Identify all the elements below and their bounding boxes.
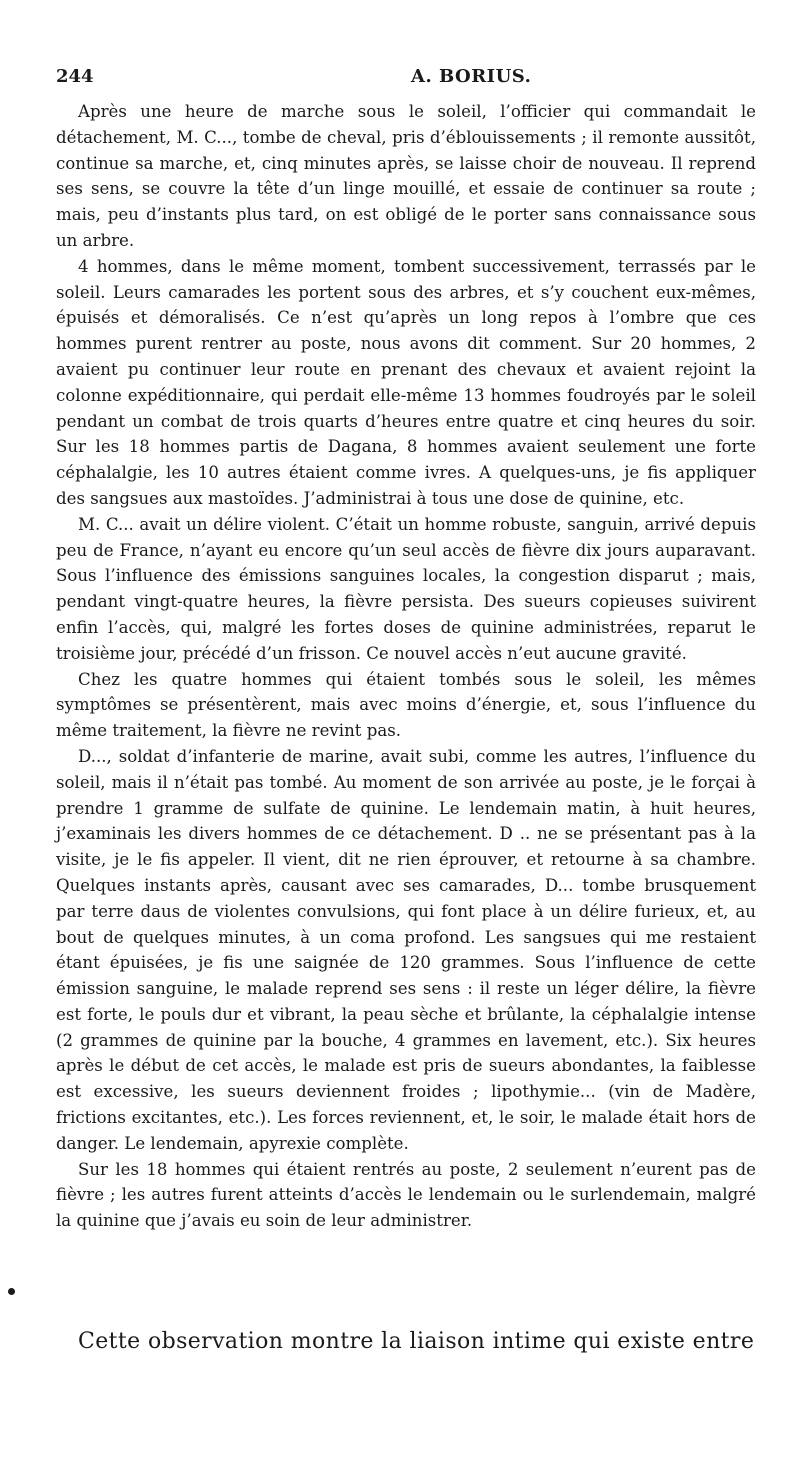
paragraph: Après une heure de marche sous le soleil, l’officier qui commandait le détachement, M. C..., tombe de cheval, pris d’éblouissements ; il remonte aussitôt, continue sa marche, et, cinq minutes après, se laisse choir de nouveau. Il reprend ses sens, se couvre la tête d’un linge mouillé, et essaie de continuer sa route ; mais, peu d’instants plus tard, on est obligé de le porter sans connaissance sous un arbre. xyxy=(56,102,756,250)
paragraph: Sur les 18 hommes qui étaient rentrés au poste, 2 seulement n’eurent pas de fièvre ; les autres furent atteints d’accès le lendemain ou le surlendemain, malgré la quinine que j’avais eu soin de leur administrer. xyxy=(56,1159,756,1231)
page-number: 244 xyxy=(56,66,94,87)
paragraph: M. C... avait un délire violent. C’était un homme robuste, sanguin, arrivé depuis peu de France, n’ayant eu encore qu’un seul accès de fièvre dix jours auparavant. Sous l’influence des émissions sanguines locales, la congestion disparut ; mais, pendant vingt-quatre heures, la fièvre persista. Des sueurs copieuses suivirent enfin l’accès, qui, malgré les fortes doses de quinine administrées, reparut le troisième jour, précédé d’un frisson. Ce nouvel accès n’eut aucune gravité. xyxy=(56,514,756,663)
page-header xyxy=(56,66,756,96)
paragraph: 4 hommes, dans le même moment, tombent successivement, terrassés par le soleil. Leurs camarades les portent sous des arbres, et s’y couchent eux-mêmes, épuisés et démoralisés. Ce n’est qu’après un long repos à l’ombre que ces hommes purent rentrer au poste, nous avons dit comment. Sur 20 hommes, 2 avaient pu continuer leur route en prenant des chevaux et avaient rejoint la colonne expéditionnaire, qui perdait elle-même 13 hommes foudroyés par le soleil pendant un combat de trois quarts d’heures entre quatre et cinq heures du soir. Sur les 18 hommes partis de Dagana, 8 hommes avaient seulement une forte céphalalgie, les 10 autres étaient comme ivres. A quelques-uns, je fis appliquer des sangsues aux mastoïdes. J’administrai à tous une dose de quinine, etc. xyxy=(56,256,756,508)
body-text xyxy=(56,99,756,1234)
closing-line: Cette observation montre la liaison intime qui existe entre xyxy=(78,1329,755,1354)
running-head: A. BORIUS. xyxy=(411,66,532,87)
paragraph: Chez les quatre hommes qui étaient tombés sous le soleil, les mêmes symptômes se présentèrent, mais avec moins d’énergie, et, sous l’influence du même traitement, la fièvre ne revint pas. xyxy=(56,669,756,741)
paragraph: D..., soldat d’infanterie de marine, avait subi, comme les autres, l’influence du soleil, mais il n’était pas tombé. Au moment de son arrivée au poste, je le forçai à prendre 1 gramme de sulfate de quinine. Le lendemain matin, à huit heures, j’examinais les divers hommes de ce détachement. D .. ne se présentant pas à la visite, je le fis appeler. Il vient, dit ne rien éprouver, et retourne à sa chambre. Quelques instants après, causant avec ses camarades, D... tombe brusquement par terre daus de violentes convulsions, qui font place à un délire furieux, et, au bout de quelques minutes, à un coma profond. Les sangsues qui me restaient étant épuisées, je fis une saignée de 120 grammes. Sous l’influence de cette émission sanguine, le malade reprend ses sens : il reste un léger délire, la fièvre est forte, le pouls dur et vibrant, la peau sèche et brûlante, la céphalalgie intense (2 grammes de quinine par la bouche, 4 grammes en lavement, etc.). Six heures après le début de cet accès, le malade est pris de sueurs abondantes, la faiblesse est excessive, les sueurs deviennent froides ; lipothymie... (vin de Madère, frictions excitantes, etc.). Les forces reviennent, et, le soir, le malade était hors de danger. Le lendemain, apyrexie complète. xyxy=(56,746,756,1153)
margin-dot-mark xyxy=(8,1288,15,1295)
